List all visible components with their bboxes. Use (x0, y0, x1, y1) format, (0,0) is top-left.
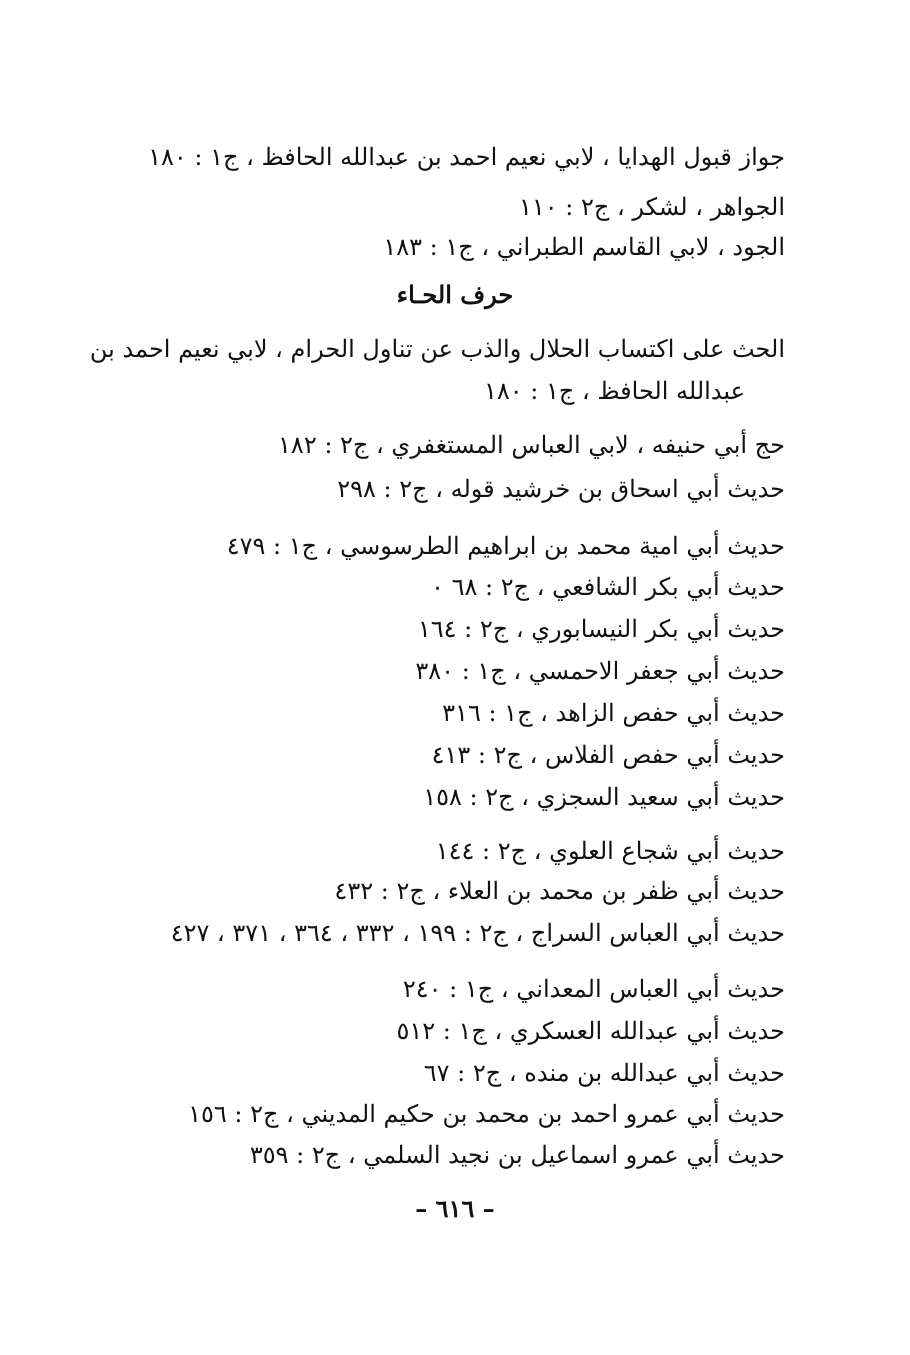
index-entry: حديث أبي اسحاق بن خرشيد قوله ، ج٢ : ٢٩٨ (337, 475, 785, 503)
index-entry: حج أبي حنيفه ، لابي العباس المستغفري ، ج٢ : ١٨٢ (278, 431, 785, 459)
index-entry: حديث أبي العباس المعداني ، ج١ : ٢٤٠ (402, 975, 785, 1003)
index-entry: حديث أبي امية محمد بن ابراهيم الطرسوسي ، ج١ : ٤٧٩ (226, 532, 785, 560)
index-entry: حديث أبي بكر الشافعي ، ج٢ : ٦٨ ٠ (431, 573, 785, 601)
index-entry: حديث أبي حفص الزاهد ، ج١ : ٣١٦ (442, 699, 785, 727)
index-entry: الجود ، لابي القاسم الطبراني ، ج١ : ١٨٣ (383, 233, 785, 261)
index-entry: حديث أبي عبدالله العسكري ، ج١ : ٥١٢ (396, 1017, 785, 1045)
index-entry: حديث أبي عمرو اسماعيل بن نجيد السلمي ، ج٢ : ٣٥٩ (249, 1141, 785, 1169)
index-entry: جواز قبول الهدايا ، لابي نعيم احمد بن عبدالله الحافظ ، ج١ : ١٨٠ (148, 143, 785, 171)
index-entry: حديث أبي عمرو احمد بن محمد بن حكيم المديني ، ج٢ : ١٥٦ (188, 1100, 785, 1128)
page-number: – ٦١٦ – (415, 1194, 495, 1223)
index-entry: حديث أبي بكر النيسابوري ، ج٢ : ١٦٤ (417, 615, 785, 643)
index-entry: الجواهر ، لشكر ، ج٢ : ١١٠ (518, 193, 785, 221)
section-heading: حرف الحـاء (396, 280, 514, 309)
index-entry: حديث أبي شجاع العلوي ، ج٢ : ١٤٤ (435, 837, 785, 865)
index-entry: حديث أبي ظفر بن محمد بن العلاء ، ج٢ : ٤٣٢ (334, 877, 785, 905)
index-entry-line2: عبدالله الحافظ ، ج١ : ١٨٠ (483, 377, 745, 405)
index-entry: حديث أبي جعفر الاحمسي ، ج١ : ٣٨٠ (415, 657, 785, 685)
index-entry-line1: الحث على اكتساب الحلال والذب عن تناول الحرام ، لابي نعيم احمد بن (89, 335, 785, 363)
index-entry: حديث أبي سعيد السجزي ، ج٢ : ١٥٨ (423, 783, 785, 811)
index-entry: حديث أبي عبدالله بن منده ، ج٢ : ٦٧ (423, 1059, 785, 1087)
index-entry: حديث أبي العباس السراج ، ج٢ : ١٩٩ ، ٣٣٢ ، ٣٦٤ ، ٣٧١ ، ٤٢٧ (170, 919, 785, 947)
index-entry: حديث أبي حفص الفلاس ، ج٢ : ٤١٣ (431, 741, 785, 769)
